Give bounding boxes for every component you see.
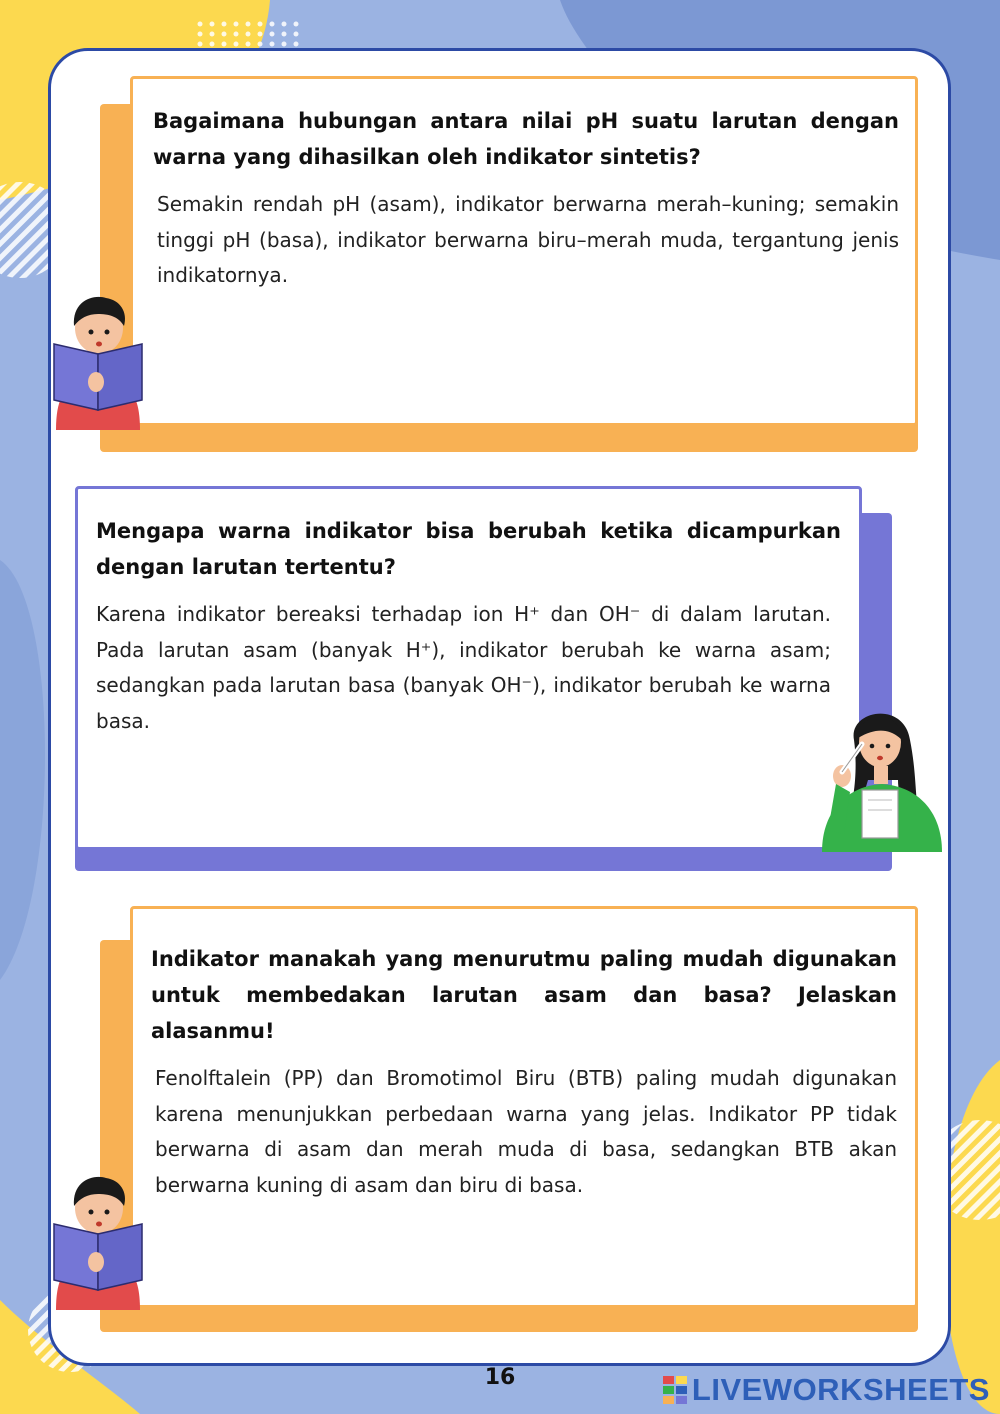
card-2 xyxy=(75,486,862,850)
page-number: 16 xyxy=(484,1365,516,1390)
card-3 xyxy=(130,906,918,1308)
answer-1: Semakin rendah pH (asam), indikator berwarna merah–kuning; semakin tinggi pH (basa), indikator berwarna biru–merah muda, tergantung jenis indikatornya. xyxy=(157,192,899,287)
answer-3: Fenolftalein (PP) dan Bromotimol Biru (BTB) paling mudah digunakan karena menunjukkan perbedaan warna yang jelas. Indikator PP tidak berwarna di asam dan merah muda di basa, sedangkan BTB akan berwarna kuning di asam dan biru di basa. xyxy=(155,1066,897,1197)
boy-reading-illustration-2 xyxy=(48,1172,148,1312)
card-1 xyxy=(130,76,918,426)
question-1: Bagaimana hubungan antara nilai pH suatu larutan dengan warna yang dihasilkan oleh indikator sintetis? xyxy=(153,109,899,169)
brand-text: LIVEWORKSHEETS xyxy=(691,1372,990,1407)
girl-thinking-illustration xyxy=(818,700,946,855)
question-2: Mengapa warna indikator bisa berubah ketika dicampurkan dengan larutan tertentu? xyxy=(96,519,841,579)
answer-2: Karena indikator bereaksi terhadap ion H⁺ dan OH⁻ di dalam larutan. Pada larutan asam (banyak H⁺), indikator berubah ke warna asam; sedangkan pada larutan basa (banyak OH⁻), indikator berubah ke warna basa. xyxy=(96,602,831,733)
boy-reading-illustration xyxy=(48,292,148,432)
liveworksheets-logo-icon xyxy=(662,1375,688,1405)
question-3: Indikator manakah yang menurutmu paling mudah digunakan untuk membedakan larutan asam dan basa? Jelaskan alasanmu! xyxy=(151,947,897,1043)
liveworksheets-brand[interactable] xyxy=(662,1372,990,1408)
